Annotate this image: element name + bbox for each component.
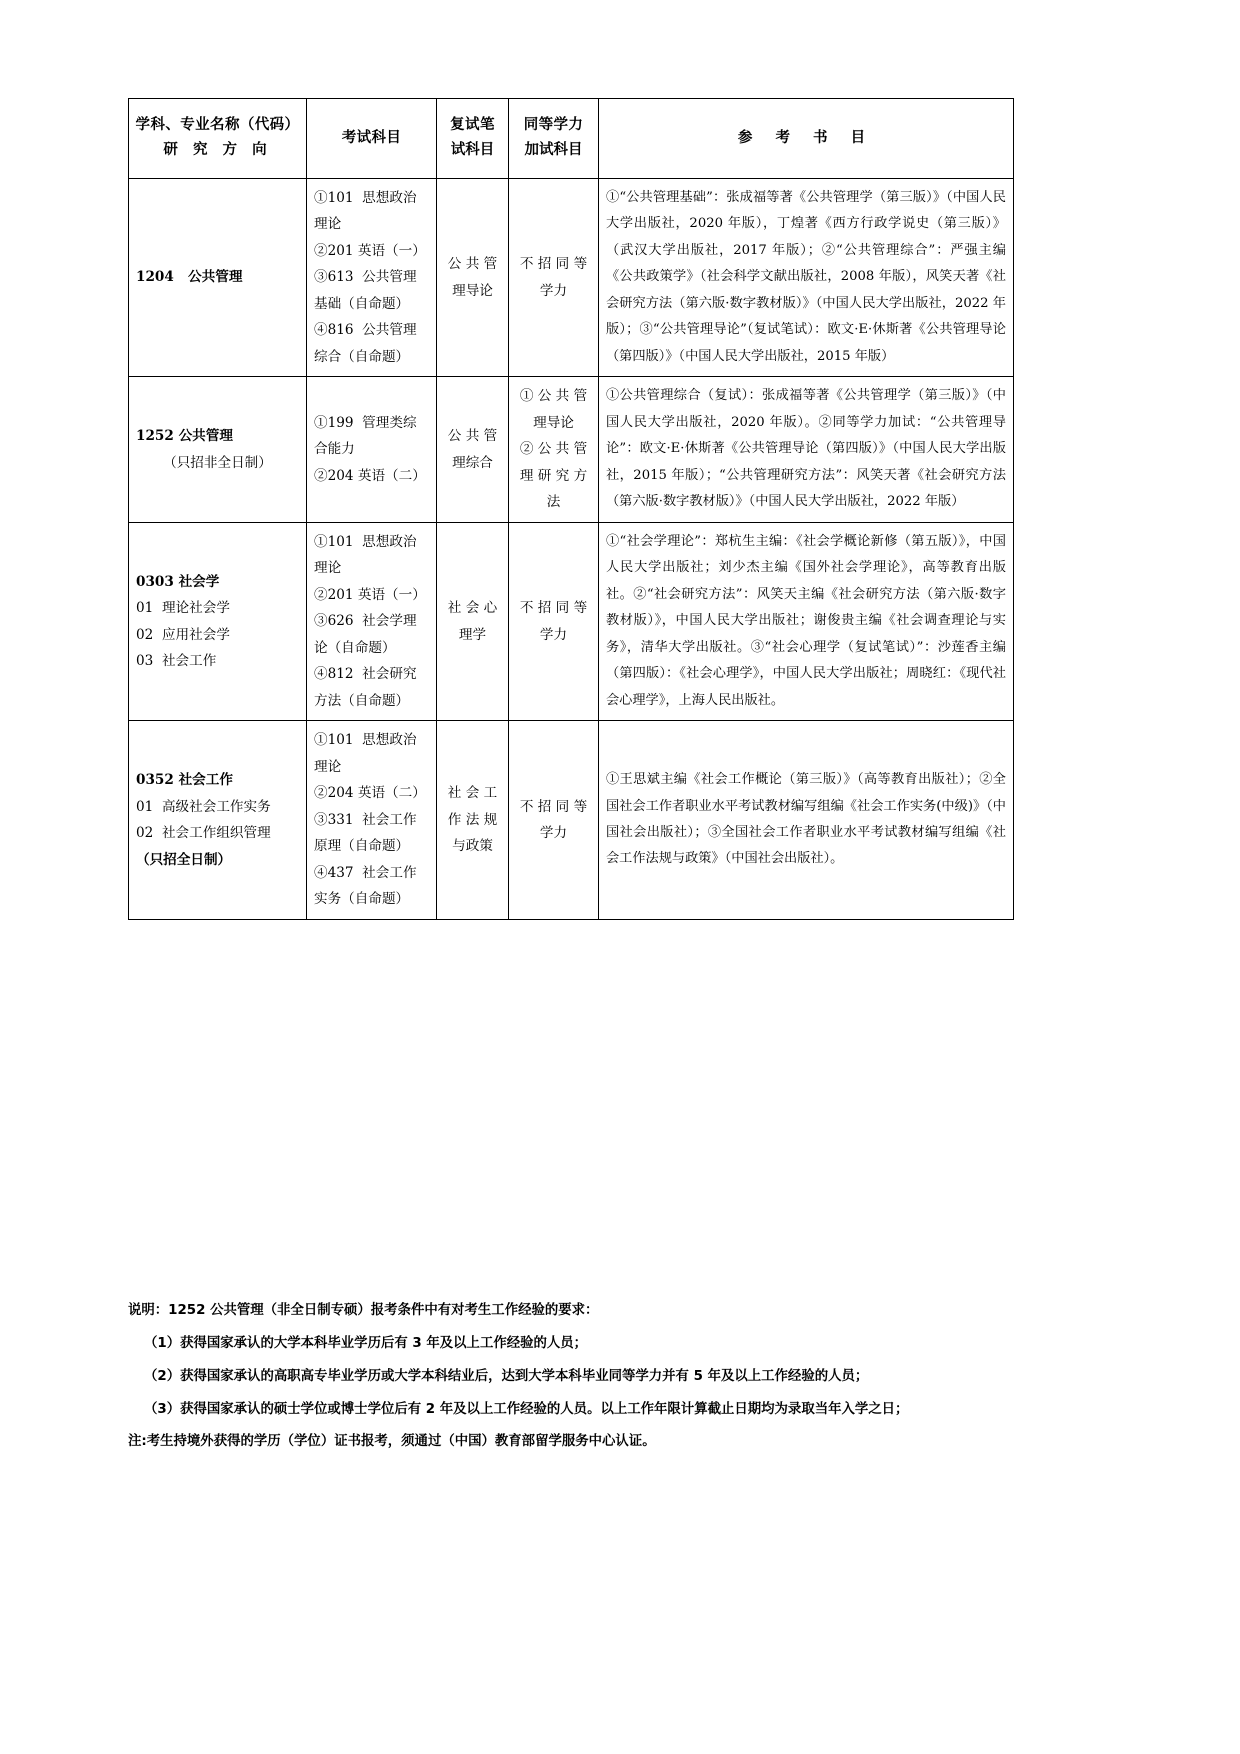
major-code-title: 0352 社会工作 [136, 772, 233, 788]
admissions-catalog-table [128, 98, 1014, 920]
cell-equivalent-subject [509, 522, 599, 721]
equivalent-line: 学力 [539, 825, 568, 841]
cell-exam-subjects [307, 377, 437, 523]
major-bold-note: （只招全日制） [136, 851, 232, 868]
header-cell-retest [437, 99, 509, 179]
cell-major-name [129, 721, 307, 920]
equivalent-line: 不 招 同 等 [519, 798, 588, 815]
cell-retest-subject [437, 377, 509, 523]
header-equivalent-line1: 同等学力 [523, 117, 584, 133]
exam-line: 方法（自命题） [314, 692, 410, 709]
cell-references: ①王思斌主编《社会工作概论（第三版）》（高等教育出版社）；②全国社会工作者职业水平考试教材编写组编《社会工作实务(中级)》（中国社会出版社）；③全国社会工作者职业水平考试教材编写组编《社会工作法规与政策》（中国社会出版社）。 [599, 721, 1014, 920]
retest-line: 与政策 [452, 838, 493, 855]
exam-line: ①199 管理类综 [314, 414, 417, 431]
exam-line: ①101 思想政治 [314, 732, 417, 749]
exam-line: 综合（自命题） [314, 348, 410, 365]
major-subline: 03 社会工作 [136, 653, 217, 669]
cell-retest-subject [437, 178, 509, 377]
note-line: （2）获得国家承认的高职高专毕业学历或大学本科结业后，达到大学本科毕业同等学力并有 5 年及以上工作经验的人员； [144, 1368, 869, 1384]
cell-equivalent-subject [509, 377, 599, 523]
exam-line: 合能力 [314, 441, 355, 458]
exam-line: ③626 社会学理 [314, 613, 417, 630]
exam-line: ④816 公共管理 [314, 322, 417, 339]
cell-references: ①公共管理综合（复试）：张成福等著《公共管理学（第三版）》（中国人民大学出版社，2020 年版）。②同等学力加试：“公共管理导论”：欧文·E·休斯著《公共管理导论（第四版）》（中国人民大学出版社，2015 年版）；“公共管理研究方法”：风笑天著《社会研究方法（第六版·数字教材版）》（中国人民大学出版社，2022 年版） [599, 377, 1014, 523]
header-cell-equivalent [509, 99, 599, 179]
retest-line: 社 会 工 [447, 785, 498, 802]
exam-line: ②201 英语（一） [314, 242, 426, 259]
retest-line: 理导论 [452, 282, 493, 299]
cell-equivalent-subject [509, 178, 599, 377]
equivalent-line: ② 公 共 管 [519, 441, 588, 458]
cell-major-name [129, 522, 307, 721]
cell-major-name [129, 178, 307, 377]
exam-line: ②201 英语（一） [314, 586, 426, 603]
header-major-line1: 学科、专业名称（代码） [135, 117, 300, 133]
major-subline: 01 理论社会学 [136, 600, 230, 616]
exam-line: ③331 社会工作 [314, 811, 417, 828]
exam-line: 理论 [314, 216, 342, 233]
header-references-label: 参 考 书 目 [737, 129, 875, 146]
exam-line: 理论 [314, 560, 342, 577]
retest-line: 公 共 管 [447, 256, 498, 272]
table-row [129, 178, 1014, 377]
equivalent-line: 不 招 同 等 [519, 256, 588, 272]
cell-exam-subjects [307, 522, 437, 721]
exam-line: 论（自命题） [314, 639, 396, 656]
exam-line: ③613 公共管理 [314, 269, 417, 286]
header-cell-exam [307, 99, 437, 179]
equivalent-line: 学力 [539, 282, 568, 299]
major-subline: 02 应用社会学 [136, 626, 230, 643]
note-line: 说明：1252 公共管理（非全日制专硕）报考条件中有对考生工作经验的要求： [128, 1303, 599, 1318]
exam-line: ④437 社会工作 [314, 864, 417, 881]
retest-line: 社 会 心 [447, 600, 498, 616]
note-line: （1）获得国家承认的大学本科毕业学历后有 3 年及以上工作经验的人员； [144, 1335, 588, 1351]
header-cell-references [599, 99, 1014, 179]
table-row [129, 721, 1014, 920]
note-line: （3）获得国家承认的硕士学位或博士学位后有 2 年及以上工作经验的人员。以上工作年限计算截止日期均为录取当年入学之日； [144, 1401, 909, 1417]
table-row [129, 377, 1014, 523]
retest-line: 作 法 规 [447, 811, 498, 828]
exam-line: 实务（自命题） [314, 891, 410, 908]
major-code-title: 0303 社会学 [136, 573, 220, 590]
major-subline: 02 社会工作组织管理 [136, 825, 271, 841]
exam-line: ①101 思想政治 [314, 533, 417, 550]
major-code-title: 1252 公共管理 [136, 428, 233, 444]
retest-line: 公 共 管 [447, 428, 498, 444]
header-retest-line2: 试科目 [450, 142, 495, 159]
exam-line: ②204 英语（二） [314, 467, 426, 484]
major-code-title: 1204 公共管理 [136, 269, 243, 286]
exam-line: 原理（自命题） [314, 838, 410, 855]
table-container [128, 98, 1013, 920]
table-row [129, 522, 1014, 721]
cell-major-name [129, 377, 307, 523]
cell-references: ①“社会学理论”：郑杭生主编：《社会学概论新修（第五版）》，中国人民大学出版社；刘少杰主编《国外社会学理论》，高等教育出版社。②“社会研究方法”：风笑天主编《社会研究方法（第六版·数字教材版）》，中国人民大学出版社；谢俊贵主编《社会调查理论与实务》，清华大学出版社。③“社会心理学（复试笔试）”：沙莲香主编（第四版）：《社会心理学》，中国人民大学出版社；周晓红：《现代社会心理学》，上海人民出版社。 [599, 522, 1014, 721]
exam-line: 理论 [314, 758, 342, 775]
header-cell-major [129, 99, 307, 179]
header-retest-line1: 复试笔 [450, 117, 495, 133]
retest-line: 理综合 [452, 454, 493, 471]
retest-line: 理学 [458, 626, 487, 643]
equivalent-line: ① 公 共 管 [519, 388, 588, 405]
header-equivalent-line2: 加试科目 [524, 142, 583, 159]
cell-exam-subjects [307, 721, 437, 920]
cell-retest-subject [437, 721, 509, 920]
exam-line: ②204 英语（二） [314, 785, 426, 802]
note-line: 注:考生持境外获得的学历（学位）证书报考，须通过（中国）教育部留学服务中心认证。 [128, 1434, 656, 1450]
exam-line: 基础（自命题） [314, 295, 410, 312]
cell-equivalent-subject [509, 721, 599, 920]
cell-references: ①“公共管理基础”：张成福等著《公共管理学（第三版）》（中国人民大学出版社，2020 年版），丁煌著《西方行政学说史（第三版）》（武汉大学出版社，2017 年版）；②“公共管理综合”：严强主编《公共政策学》（社会科学文献出版社，2008 年版），风笑天著《社会研究方法（第六版·数字教材版）》（中国人民大学出版社，2022 年版）；③“公共管理导论”（复试笔试）：欧文·E·休斯著《公共管理导论（第四版）》（中国人民大学出版社，2015 年版） [599, 178, 1014, 377]
cell-exam-subjects [307, 178, 437, 377]
cell-retest-subject [437, 522, 509, 721]
equivalent-line: 不 招 同 等 [519, 600, 588, 616]
equivalent-line: 理 研 究 方 [519, 467, 588, 484]
exam-line: ④812 社会研究 [314, 666, 417, 683]
equivalent-line: 法 [546, 494, 561, 511]
notes-section [128, 1295, 1128, 1459]
exam-line: ①101 思想政治 [314, 189, 417, 206]
header-exam-label: 考试科目 [341, 129, 402, 146]
major-subline: 01 高级社会工作实务 [136, 798, 271, 815]
header-major-line2: 研 究 方 向 [163, 142, 272, 159]
major-subline: （只招非全日制） [163, 454, 272, 471]
equivalent-line: 学力 [539, 626, 568, 643]
table-header-row [129, 99, 1014, 179]
equivalent-line: 理导论 [533, 414, 574, 431]
